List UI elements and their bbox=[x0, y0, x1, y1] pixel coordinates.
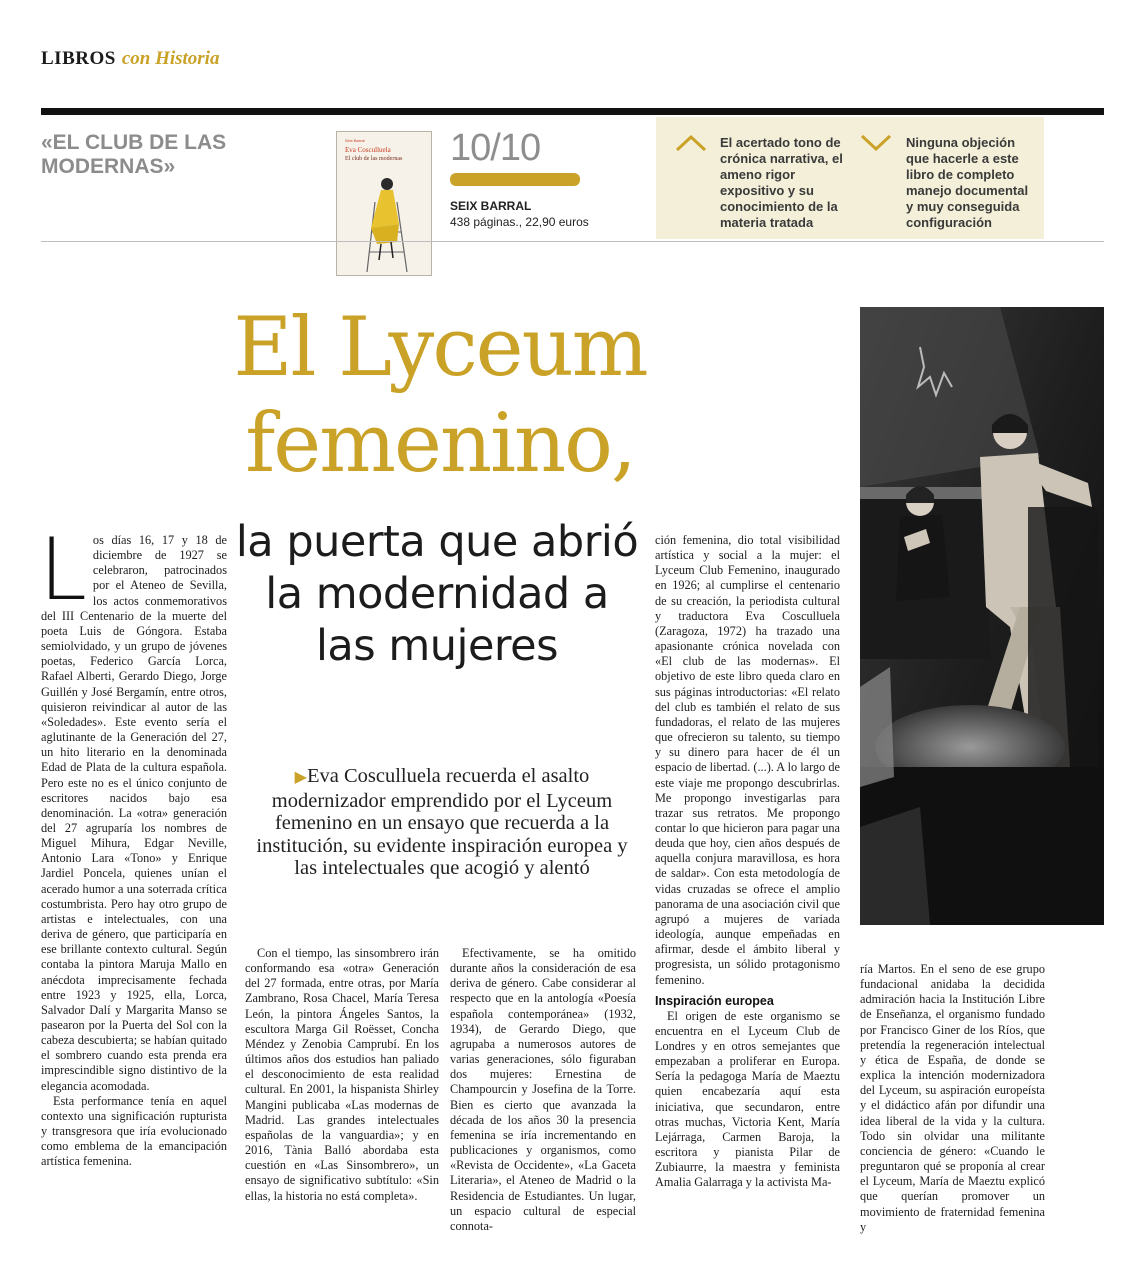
subheadline: la puerta que abrió la modernidad a las mujeres bbox=[235, 517, 639, 671]
cover-author: Eva Cosculluela bbox=[345, 146, 391, 154]
verdict-box bbox=[656, 117, 1044, 239]
paragraph-1: os días 16, 17 y 18 de diciembre de 1927 se celebraron, patrocinados por el Ateneo de Sevilla, los actos conmemorativos del III Centenario de la muerte del poeta Luis de Góngora. Estaba semiolvidado, y un grupo de jóvenes poetas, Federico García Lorca, Rafael Alberti, Gerardo Diego, Jorge Guillén y José Bergamín, entre otros, quisieron reivindicar al autor de las «Soledades». Este evento sería el aglutinante de la Generación del 27, un hito literario en la denominada Edad de Plata de la cultura española. Pero este no es el único conjunto de escritores nacidos bajo esa denominación. La «otra» generación del 27 agruparía los nombres de Miguel Mihura, Edgar Neville, Antonio Lara «Tono» y Enrique Jardiel Poncela, quienes unían el acerado humor a una soterrada crítica costumbrista. Pero hay otro grupo de artistas e intelectuales, con una deriva de género, que participaría en ese brillante contexto cultural. Según contaba la pintora Maruja Mallo en anécdota imprecisamente fechada entre 1923 y 1925, ella, Lorca, Salvador Dalí y Margarita Manso se pasearon por la Puerta del Sol con la cabeza descubierta; se habían quitado el sombrero cuando esta prenda era imprescindible signo distintivo de la elegancia acomodada. bbox=[41, 533, 227, 1093]
deck bbox=[245, 765, 639, 880]
book-details: 438 páginas., 22,90 euros bbox=[450, 215, 589, 229]
paragraph-2: Esta performance tenía en aquel contexto una significación rupturista y transgresora que iría evolucionado como emblema de la emancipación artística femenina. bbox=[41, 1093, 227, 1169]
archival-photo bbox=[860, 307, 1104, 925]
triangle-right-icon: ▶ bbox=[294, 769, 307, 786]
cons-text: Ninguna objeción que hacerle a este libro de completo manejo documental y muy conseguida configuración bbox=[906, 135, 1029, 230]
headline-line-2: femenino, bbox=[245, 397, 635, 491]
deck-text: Eva Cosculluela recuerda el asalto modernizador emprendido por el Lyceum femenino en un ensayo que recuerda a la institución, su evidente inspiración europea y las intelectuales que acogió y alentó bbox=[256, 765, 628, 879]
chevron-up-icon bbox=[674, 133, 708, 153]
section-subtitle: con Historia bbox=[121, 48, 220, 69]
section-name: LIBROS bbox=[41, 48, 116, 69]
column-5 bbox=[860, 962, 1045, 1235]
publisher-name: SEIX BARRAL bbox=[450, 199, 532, 213]
headline-line-1: El Lyceum bbox=[233, 301, 647, 395]
book-title: «EL CLUB DE LAS MODERNAS» bbox=[41, 131, 227, 178]
crosshead: Inspiración europea bbox=[655, 993, 774, 1008]
rating-score: 10/10 bbox=[450, 127, 541, 169]
column-3 bbox=[450, 946, 636, 1234]
cover-illustration bbox=[337, 132, 431, 275]
cover-title: El club de las modernas bbox=[345, 156, 403, 162]
paragraph-6: El origen de este organismo se encuentra en el Lyceum Club de Londres y en otros semejantes que empezaban a proliferar en Europa. Sería la pedagoga María de Maeztu quien encabezaría aquí esta iniciativa, que secundaron, entre otras muchas, Victoria Kent, María Lejárraga, Carmen Baroja, la escritora y pianista Pilar de Zubiaurre, la maestra y feminista Amalia Galarraga y la activista Ma- bbox=[655, 1008, 840, 1190]
paragraph-3: Con el tiempo, las sinsombrero irán conformando esa «otra» Generación del 27 formada, entre otras, por María Zambrano, Rosa Chacel, María Teresa León, la pintora Ángeles Santos, la escultora Marga Gil Roësset, Concha Méndez y Zenobia Camprubí. En los últimos años dos estudios han paliado el desconocimiento de esta realidad cultural. En 2001, la hispanista Shirley Mangini publicaba «Las modernas de Madrid. Las grandes intelectuales españolas de la vanguardia»; y en 2016, Tània Balló abordaba esta cuestión en «Las Sinsombrero», un ensayo de significativo subtítulo: «Sin ellas, la historia no está completa». bbox=[245, 946, 439, 1203]
column-1 bbox=[39, 520, 227, 1170]
cover-publisher-mark: Seix Barral bbox=[345, 138, 365, 143]
divider-rule bbox=[41, 241, 1104, 242]
drop-cap: L bbox=[39, 520, 87, 620]
paragraph-5: ción femenina, dio total visibilidad artística y social a la mujer: el Lyceum Club Femenino, inaugurado en 1926; al cumplirse el centenario de su creación, la periodista cultural y traductora Eva Cosculluela (Zaragoza, 1972) ha trazado una apasionante crónica novelada con «El club de las modernas». El objetivo de este libro queda claro en sus páginas introductorias: «El relato del club es también el relato de sus fundadoras, el relato de las mujeres que ofrecieron su talento, su tiempo y su dinero para hacer de él un espacio de libertad. (...). A lo largo de este viaje me propongo descubrirlas. Me propongo investigarlas para trazar sus retratos. Me propongo contar lo que hicieron para pagar una deuda que hoy, cien años después de aquella conjura maravillosa, es hora de saldar». Con esta metodología de vidas cruzadas se ofrece el amplio panorama de una asociación civil que agrupó a mujeres de variada ideología, aunque empeñadas en afirmar, desde el ámbito liberal y progresista, un sólido protagonismo femenino. bbox=[655, 533, 840, 987]
book-cover bbox=[336, 131, 432, 276]
paragraph-7: ría Martos. En el seno de ese grupo fundacional anidaba la decidida admiración hacia la Institución Libre de Enseñanza, el organismo fundado por Francisco Giner de los Ríos, que pretendía la regeneración intelectual y ética de España, de donde se explica la intención modernizadora del Lyceum, su aspiración europeísta y el didáctico afán por difundir una idea liberal de la vida y la cultura. Todo sin olvidar una militante conciencia de género: «Cuando le preguntaron qué se proponía al crear el Lyceum, María de Maeztu explicó que querían promover un movimiento de fraternidad femenina y bbox=[860, 962, 1045, 1234]
paragraph-4: Efectivamente, se ha omitido durante años la consideración de esa deriva de género. Cabe considerar al respecto que en la antología «Poesía española contemporánea» (1932, 1934), de Gerardo Diego, que agrupaba a numerosos autores de varias generaciones, sólo figuraban dos mujeres: Ernestina de Champourcin y Josefina de la Torre. Bien es cierto que avanzada la década de los años 30 la presencia femenina se iría incrementando en publicaciones y organismos, como «Revista de Occidente», «La Gaceta Literaria», el Ateneo de Madrid o la Residencia de Estudiantes. Un lugar, un espacio cultural de especial connota- bbox=[450, 946, 636, 1233]
pros-text: El acertado tono de crónica narrativa, el ameno rigor expositivo y su conocimiento de la materia tratada bbox=[720, 135, 843, 230]
section-header bbox=[41, 48, 219, 70]
headline bbox=[160, 300, 720, 492]
chevron-down-icon bbox=[859, 133, 893, 153]
column-2 bbox=[245, 946, 439, 1204]
column-4 bbox=[655, 533, 840, 1191]
top-rule bbox=[41, 108, 1104, 115]
rating-bar bbox=[450, 173, 580, 186]
